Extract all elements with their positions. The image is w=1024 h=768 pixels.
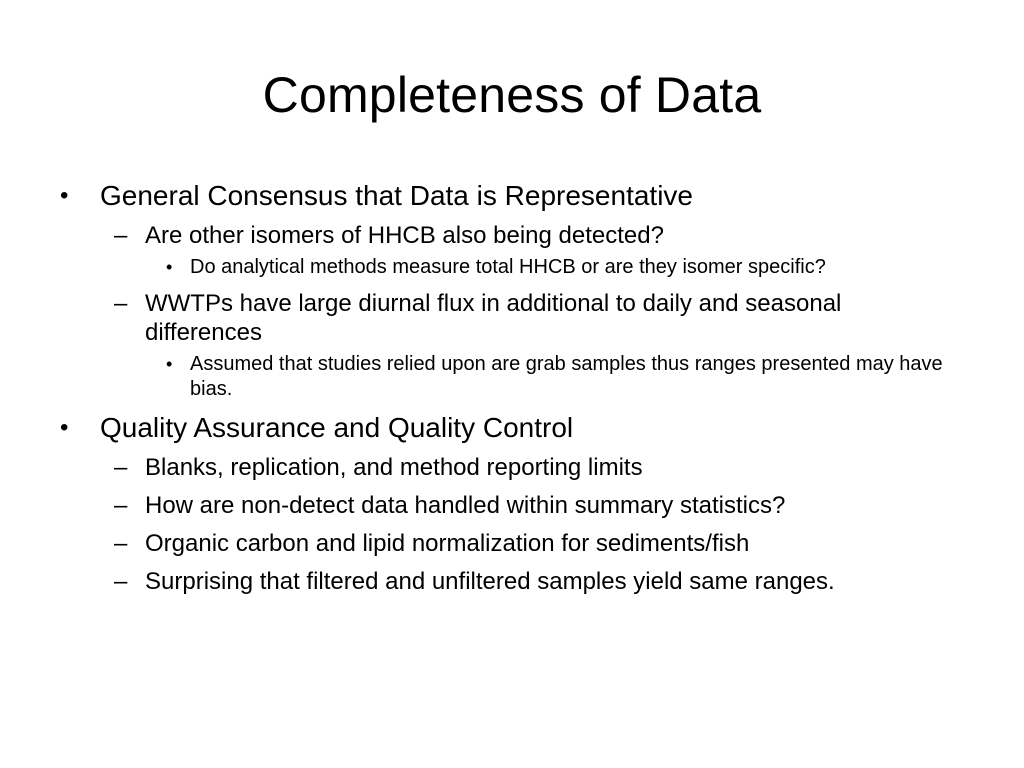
bullet-level3	[58, 352, 958, 402]
bullet-dot-icon: •	[166, 354, 173, 374]
bullet-dot-icon: •	[60, 414, 69, 441]
bullet-text: Organic carbon and lipid normalization for sediments/fish	[145, 530, 750, 557]
bullet-text: Blanks, replication, and method reporting limits	[145, 454, 643, 481]
dash-icon: –	[114, 222, 128, 249]
bullet-text: WWTPs have large diurnal flux in additional to daily and seasonal differences	[145, 290, 842, 346]
bullet-text: Surprising that filtered and unfiltered samples yield same ranges.	[145, 568, 835, 595]
bullet-dot-icon: •	[60, 182, 69, 209]
bullet-text: How are non-detect data handled within summary statistics?	[145, 492, 786, 519]
bullet-text: General Consensus that Data is Representative	[100, 180, 693, 211]
bullet-level2	[58, 529, 958, 558]
dash-icon: –	[114, 454, 128, 481]
bullet-text: Assumed that studies relied upon are grab samples thus ranges presented may have bias.	[190, 353, 943, 400]
bullet-level2	[58, 221, 958, 250]
bullet-text: Quality Assurance and Quality Control	[100, 412, 574, 443]
bullet-level2	[58, 289, 958, 347]
dash-icon: –	[114, 290, 128, 317]
slide-content	[58, 180, 958, 596]
dash-icon: –	[114, 530, 128, 557]
dash-icon: –	[114, 568, 128, 595]
bullet-level2	[58, 567, 958, 596]
bullet-level3	[58, 255, 958, 280]
bullet-text: Are other isomers of HHCB also being detected?	[145, 222, 664, 249]
bullet-level2	[58, 453, 958, 482]
bullet-text: Do analytical methods measure total HHCB or are they isomer specific?	[190, 256, 826, 278]
bullet-dot-icon: •	[166, 257, 173, 277]
bullet-level2	[58, 491, 958, 520]
dash-icon: –	[114, 492, 128, 519]
slide-title: Completeness of Data	[262, 67, 762, 123]
bullet-level1	[58, 412, 958, 444]
bullet-level1	[58, 180, 958, 212]
